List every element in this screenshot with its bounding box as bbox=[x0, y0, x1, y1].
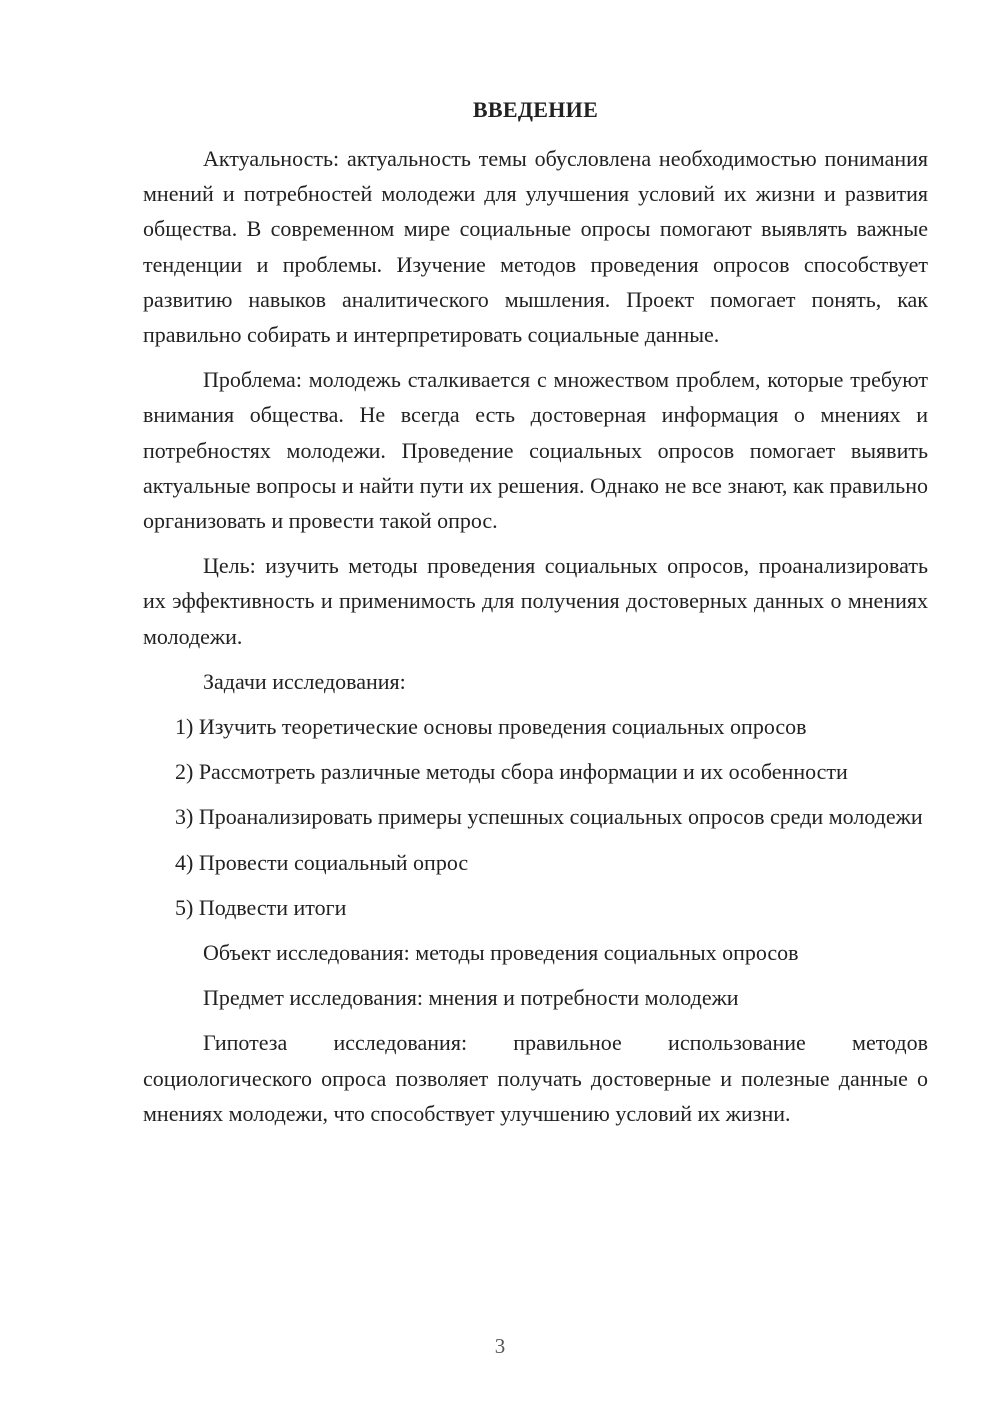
task-item-4: 4) Провести социальный опрос bbox=[175, 849, 469, 875]
page-number: 3 bbox=[494, 1334, 506, 1358]
task-item-2: 2) Рассмотреть различные методы сбора информации и их особенности bbox=[175, 759, 848, 785]
goal-paragraph: Цель: изучить методы проведения социальных опросов, проанализировать их эффективность и применимость для получения достоверных данных о мнениях молодежи. bbox=[143, 553, 928, 649]
subject-paragraph: Предмет исследования: мнения и потребности молодежи bbox=[203, 985, 739, 1011]
problem-paragraph: Проблема: молодежь сталкивается с множеством проблем, которые требуют внимания общества. Не всегда есть достоверная информация о мнениях и потребностях молодежи. Проведение социальных опросов помогает выявить актуальные вопросы и найти пути их решения. Однако не все знают, как правильно организовать и провести такой опрос. bbox=[143, 367, 928, 534]
task-item-3: 3) Проанализировать примеры успешных социальных опросов среди молодежи bbox=[175, 804, 923, 830]
hypothesis-paragraph: Гипотеза исследования: правильное использование методов социологического опроса позволяет получать достоверные и полезные данные о мнениях молодежи, что способствует улучшению условий их жизни. bbox=[143, 1030, 928, 1126]
document-body bbox=[143, 141, 928, 1131]
section-title: ВВЕДЕНИЕ bbox=[472, 97, 599, 122]
relevance-paragraph: Актуальность: актуальность темы обусловлена необходимостью понимания мнений и потребностей молодежи для улучшения условий их жизни и развития общества. В современном мире социальные опросы помогают выявлять важные тенденции и проблемы. Изучение методов проведения опросов способствует развитию навыков аналитического мышления. Проект помогает понять, как правильно собирать и интерпретировать социальные данные. bbox=[143, 146, 928, 348]
tasks-heading: Задачи исследования: bbox=[203, 668, 406, 694]
task-item-1: 1) Изучить теоретические основы проведения социальных опросов bbox=[175, 714, 807, 740]
task-item-5: 5) Подвести итоги bbox=[175, 894, 347, 920]
object-paragraph: Объект исследования: методы проведения социальных опросов bbox=[203, 940, 799, 966]
